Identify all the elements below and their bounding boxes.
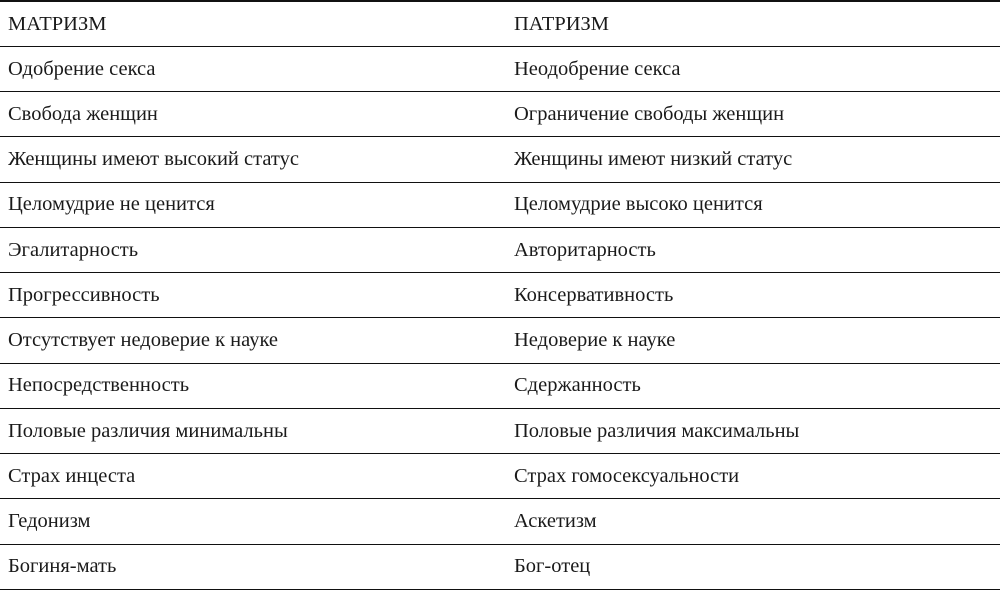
table-row bbox=[0, 182, 1000, 227]
matrism-cell: Богиня-мать bbox=[0, 544, 508, 589]
table-row bbox=[0, 544, 1000, 589]
table-row bbox=[0, 363, 1000, 408]
patrism-cell: Бог-отец bbox=[508, 544, 1000, 589]
header-patrism: ПАТРИЗМ bbox=[508, 1, 1000, 46]
patrism-cell: Аскетизм bbox=[508, 499, 1000, 544]
table-row bbox=[0, 273, 1000, 318]
header-matrism: МАТРИЗМ bbox=[0, 1, 508, 46]
matrism-cell: Целомудрие не ценится bbox=[0, 182, 508, 227]
patrism-cell: Страх гомосексуальности bbox=[508, 454, 1000, 499]
table-row bbox=[0, 137, 1000, 182]
patrism-cell: Сдержанность bbox=[508, 363, 1000, 408]
matrism-cell: Непосредственность bbox=[0, 363, 508, 408]
matrism-cell: Одобрение секса bbox=[0, 46, 508, 91]
table-row bbox=[0, 46, 1000, 91]
table-row bbox=[0, 454, 1000, 499]
matrism-cell: Эгалитарность bbox=[0, 227, 508, 272]
table-header-row bbox=[0, 1, 1000, 46]
patrism-cell: Неодобрение секса bbox=[508, 46, 1000, 91]
patrism-cell: Половые различия максимальны bbox=[508, 408, 1000, 453]
patrism-cell: Женщины имеют низкий статус bbox=[508, 137, 1000, 182]
patrism-cell: Авторитарность bbox=[508, 227, 1000, 272]
table-row bbox=[0, 499, 1000, 544]
matrism-cell: Женщины имеют высокий статус bbox=[0, 137, 508, 182]
matrism-cell: Гедонизм bbox=[0, 499, 508, 544]
matrism-cell: Свобода женщин bbox=[0, 92, 508, 137]
patrism-cell: Ограничение свободы женщин bbox=[508, 92, 1000, 137]
patrism-cell: Недоверие к науке bbox=[508, 318, 1000, 363]
table-row bbox=[0, 92, 1000, 137]
patrism-cell: Консервативность bbox=[508, 273, 1000, 318]
table-row bbox=[0, 227, 1000, 272]
patrism-cell: Целомудрие высоко ценится bbox=[508, 182, 1000, 227]
table-row bbox=[0, 318, 1000, 363]
matrism-cell: Прогрессивность bbox=[0, 273, 508, 318]
matrism-cell: Отсутствует недоверие к науке bbox=[0, 318, 508, 363]
table-row bbox=[0, 408, 1000, 453]
matrism-cell: Половые различия минимальны bbox=[0, 408, 508, 453]
matrism-cell: Страх инцеста bbox=[0, 454, 508, 499]
